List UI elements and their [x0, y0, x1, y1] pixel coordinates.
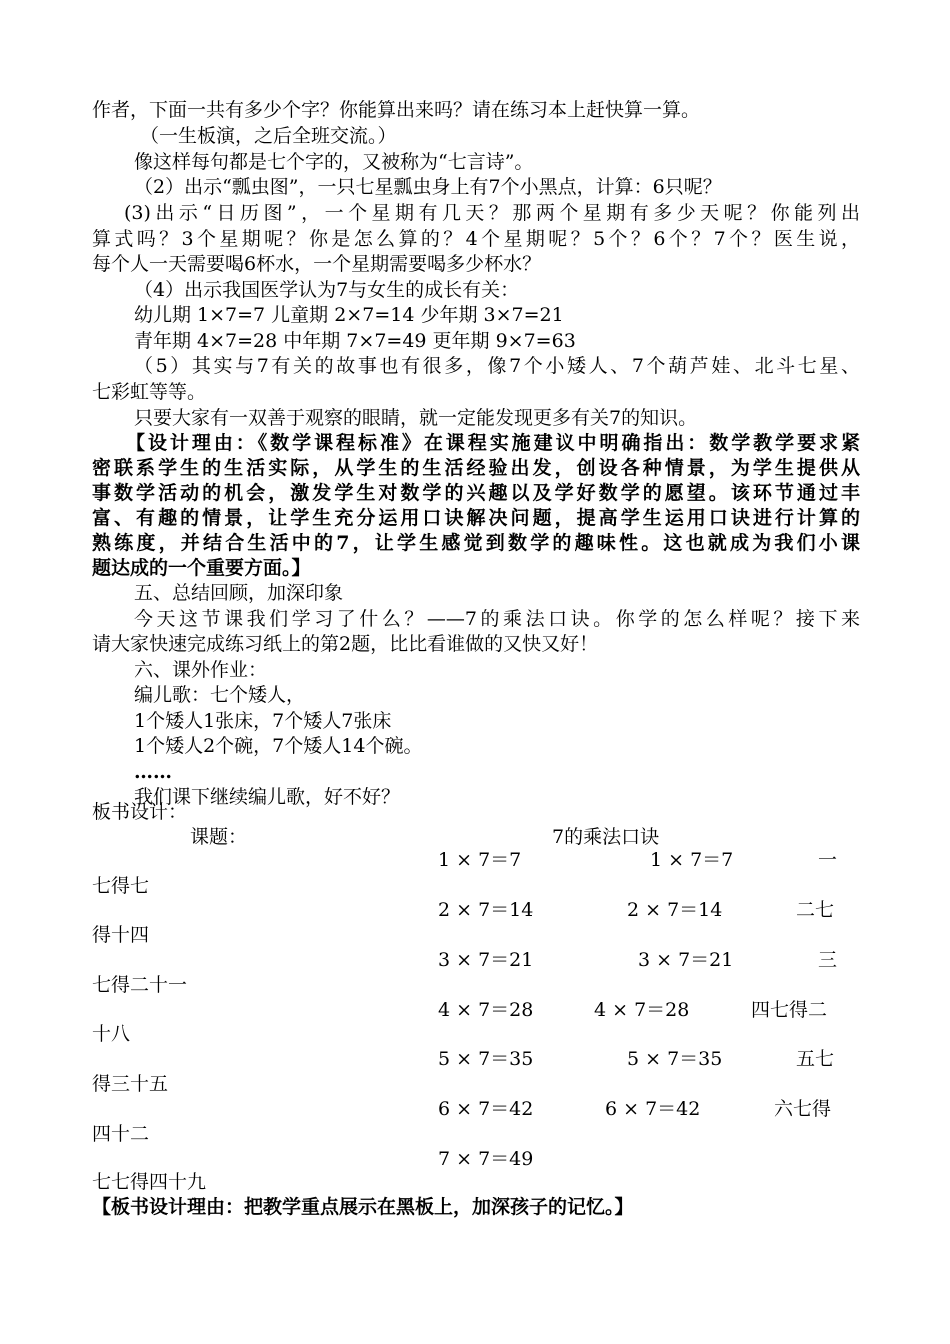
board-equation: 5 × 7＝35: [627, 1048, 723, 1070]
board-rhyme-wrap: 七得二十一: [92, 974, 188, 996]
section-heading: 五、总结回顾，加深印象: [134, 582, 344, 604]
board-equation: 3 × 7＝21: [438, 949, 534, 971]
board-equation: 3 × 7＝21: [638, 949, 734, 971]
paragraph-line: 算式吗？3个星期呢？你是怎么算的？4个星期呢？5个？6个？7个？医生说，: [92, 228, 860, 250]
board-rhyme-wrap: 四十二: [92, 1123, 150, 1145]
design-reason-line: 事数学活动的机会，激发学生对数学的兴趣以及学好数学的愿望。该环节通过丰: [92, 482, 860, 504]
design-reason-line: 密联系学生的生活实际，从学生的生活经验出发，创设各种情景，为学生提供从: [92, 457, 860, 479]
paragraph-line: （5）其实与7有关的故事也有很多，像7个小矮人、7个葫芦娃、北斗七星、: [134, 355, 860, 377]
design-reason-line: 题达成的一个重要方面。】: [92, 557, 311, 579]
paragraph-line: (3)出示“日历图”，一个星期有几天？那两个星期有多少天呢？你能列出: [124, 202, 860, 224]
board-rhyme: 五七: [796, 1048, 835, 1070]
paragraph-line: 像这样每句都是七个字的，又被称为“七言诗”。: [134, 151, 534, 173]
paragraph-line: 我们课下继续编儿歌，好不好？: [134, 786, 401, 808]
board-equation: 2 × 7＝14: [627, 899, 723, 921]
board-equation: 1 × 7＝7: [438, 849, 522, 871]
board-equation: 5 × 7＝35: [438, 1048, 534, 1070]
board-rhyme: 三: [818, 949, 838, 971]
paragraph-line: 请大家快速完成练习纸上的第2题，比比看谁做的又快又好！: [92, 633, 599, 655]
board-rhyme: 四七得二: [751, 999, 828, 1021]
board-topic-label: 课题：: [190, 826, 248, 848]
section-heading: 六、课外作业：: [134, 659, 268, 681]
board-equation: 6 × 7＝42: [438, 1098, 534, 1120]
board-rhyme-wrap: 七七得四十九: [92, 1171, 207, 1193]
paragraph-line: 1个矮人2个碗，7个矮人14个碗。: [134, 735, 423, 757]
paragraph-line: 编儿歌：七个矮人，: [134, 684, 306, 706]
board-equation: 2 × 7＝14: [438, 899, 534, 921]
paragraph-line: 每个人一天需要喝6杯水，一个星期需要喝多少杯水？: [92, 253, 542, 275]
paragraph-line: （2）出示“瓢虫图”，一只七星瓢虫身上有7个小黑点，计算：6只呢？: [134, 176, 722, 198]
board-equation: 4 × 7＝28: [438, 999, 534, 1021]
paragraph-line: （4）出示我国医学认为7与女生的成长有关：: [134, 279, 520, 301]
design-reason-line: 【设计理由：《数学课程标准》在课程实施建议中明确指出：数学教学要求紧: [126, 432, 860, 454]
board-equation: 7 × 7＝49: [438, 1148, 534, 1170]
board-rhyme: 六七得: [774, 1098, 832, 1120]
paragraph-line: 七彩虹等等。: [92, 381, 207, 403]
board-rhyme-wrap: 七得七: [92, 875, 150, 897]
board-design-label: 板书设计：: [92, 801, 188, 823]
paragraph-line: 只要大家有一双善于观察的眼睛，就一定能发现更多有关7的知识。: [134, 407, 698, 429]
board-topic: 7的乘法口诀: [552, 826, 660, 848]
paragraph-line: ……: [134, 761, 172, 783]
board-rhyme-wrap: 十八: [92, 1023, 131, 1045]
board-equation: 4 × 7＝28: [594, 999, 690, 1021]
paragraph-line: 1个矮人1张床，7个矮人7张床: [134, 710, 392, 732]
board-equation: 1 × 7＝7: [650, 849, 734, 871]
paragraph-line: 青年期 4×7=28 中年期 7×7=49 更年期 9×7=63: [134, 330, 576, 352]
board-design-reason: 【板书设计理由：把教学重点展示在黑板上，加深孩子的记忆。】: [92, 1196, 634, 1218]
board-rhyme-wrap: 得十四: [92, 924, 150, 946]
paragraph-line: 作者，下面一共有多少个字？你能算出来吗？请在练习本上赶快算一算。: [92, 99, 701, 121]
board-rhyme-wrap: 得三十五: [92, 1073, 169, 1095]
paragraph-line: 今天这节课我们学习了什么？——7的乘法口诀。你学的怎么样呢？接下来: [134, 608, 860, 630]
design-reason-line: 熟练度，并结合生活中的7，让学生感觉到数学的趣味性。这也就成为我们小课: [92, 532, 860, 554]
board-equation: 6 × 7＝42: [605, 1098, 701, 1120]
paragraph-line: 幼儿期 1×7=7 儿童期 2×7=14 少年期 3×7=21: [134, 304, 564, 326]
paragraph-line: （一生板演，之后全班交流。）: [140, 125, 397, 147]
design-reason-line: 富、有趣的情景，让学生充分运用口诀解决问题，提高学生运用口诀进行计算的: [92, 507, 860, 529]
board-rhyme: 一: [818, 849, 838, 871]
board-rhyme: 二七: [796, 899, 835, 921]
